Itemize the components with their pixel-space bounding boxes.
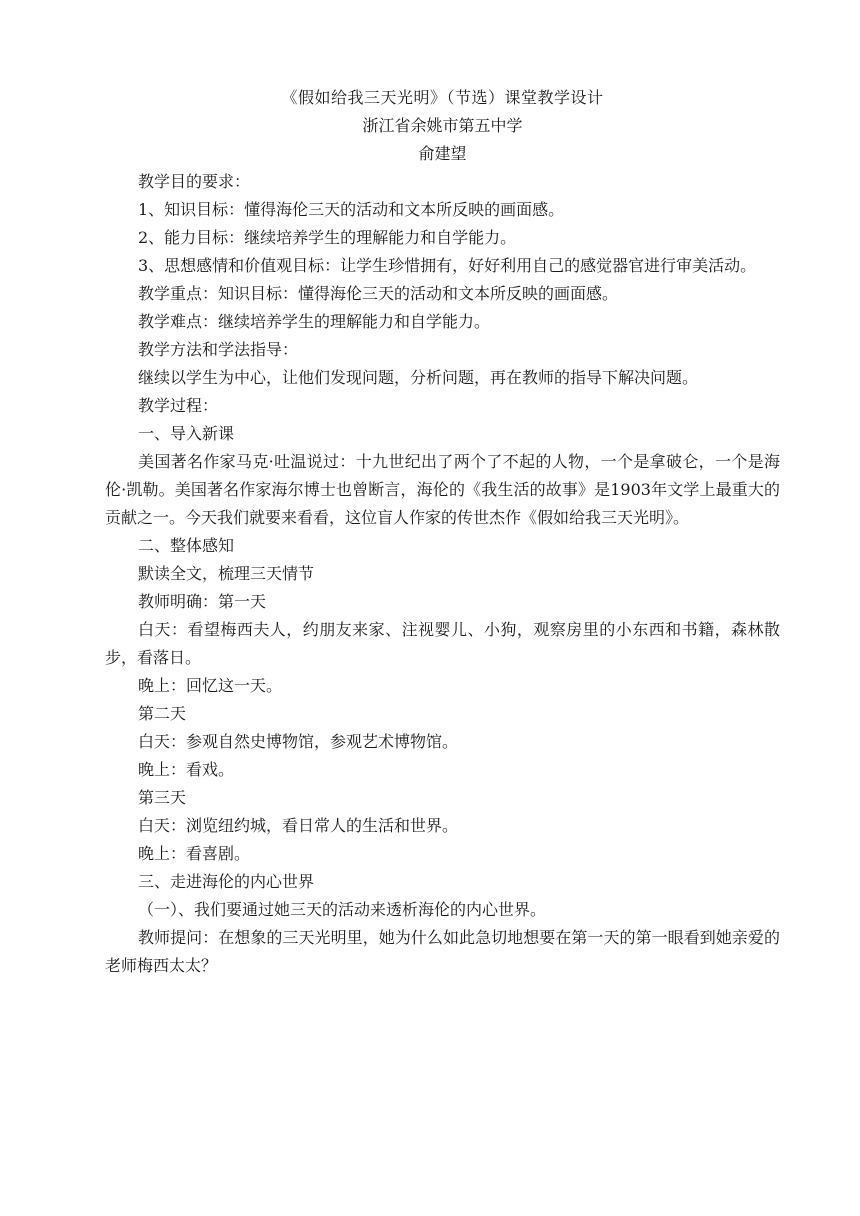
day-one-evening: 晚上：回忆这一天。 xyxy=(138,676,283,695)
step-intro-text: 美国著名作家马克·吐温说过：十九世纪出了两个了不起的人物，一个是拿破仑，一个是海伦·凯勒。美国著名作家海尔博士也曾断言，海伦的《我生活的故事》是1903年文学上最重大的贡献之一。今天我们就要来看看，这位盲人作家的传世杰作《假如给我三天光明》。 xyxy=(105,452,780,527)
day-three-daytime: 白天：浏览纽约城，看日常人的生活和世界。 xyxy=(138,816,459,835)
step-inner-world-heading: 三、走进海伦的内心世界 xyxy=(138,872,315,891)
day-two-heading: 第二天 xyxy=(138,704,187,723)
day-three-evening: 晚上：看喜剧。 xyxy=(138,844,251,863)
section-heading-process: 教学过程： xyxy=(138,396,219,415)
step-overview-heading: 二、整体感知 xyxy=(138,536,235,555)
teaching-focus: 教学重点：知识目标：懂得海伦三天的活动和文本所反映的画面感。 xyxy=(138,284,619,303)
objective-ability: 2、能力目标：继续培养学生的理解能力和自学能力。 xyxy=(138,228,517,247)
step-intro-heading: 一、导入新课 xyxy=(138,424,235,443)
inner-world-subheading: （一）、我们要通过她三天的活动来透析海伦的内心世界。 xyxy=(138,900,547,919)
document-title: 《假如给我三天光明》（节选）课堂教学设计 xyxy=(281,88,604,107)
day-one-daytime: 白天：看望梅西夫人，约朋友来家、注视婴儿、小狗，观察房里的小东西和书籍，森林散步，看落日。 xyxy=(105,620,780,667)
day-one-heading: 教师明确：第一天 xyxy=(138,592,267,611)
document-page xyxy=(105,84,780,980)
author-name: 俞建望 xyxy=(418,144,467,163)
teacher-question: 教师提问：在想象的三天光明里，她为什么如此急切地想要在第一天的第一眼看到她亲爱的老师梅西太太？ xyxy=(105,928,780,975)
objective-knowledge: 1、知识目标：懂得海伦三天的活动和文本所反映的画面感。 xyxy=(138,200,565,219)
school-name: 浙江省余姚市第五中学 xyxy=(362,116,523,135)
section-heading-objectives: 教学目的要求： xyxy=(138,172,251,191)
objective-values: 3、思想感情和价值观目标：让学生珍惜拥有，好好利用自己的感觉器官进行审美活动。 xyxy=(138,256,757,275)
section-heading-methods: 教学方法和学法指导： xyxy=(138,340,299,359)
day-two-evening: 晚上：看戏。 xyxy=(138,760,235,779)
step-overview-text: 默读全文，梳理三天情节 xyxy=(138,564,315,583)
day-three-heading: 第三天 xyxy=(138,788,187,807)
teaching-difficulty: 教学难点：继续培养学生的理解能力和自学能力。 xyxy=(138,312,491,331)
methods-text: 继续以学生为中心，让他们发现问题，分析问题，再在教师的指导下解决问题。 xyxy=(138,368,699,387)
day-two-daytime: 白天：参观自然史博物馆，参观艺术博物馆。 xyxy=(138,732,459,751)
